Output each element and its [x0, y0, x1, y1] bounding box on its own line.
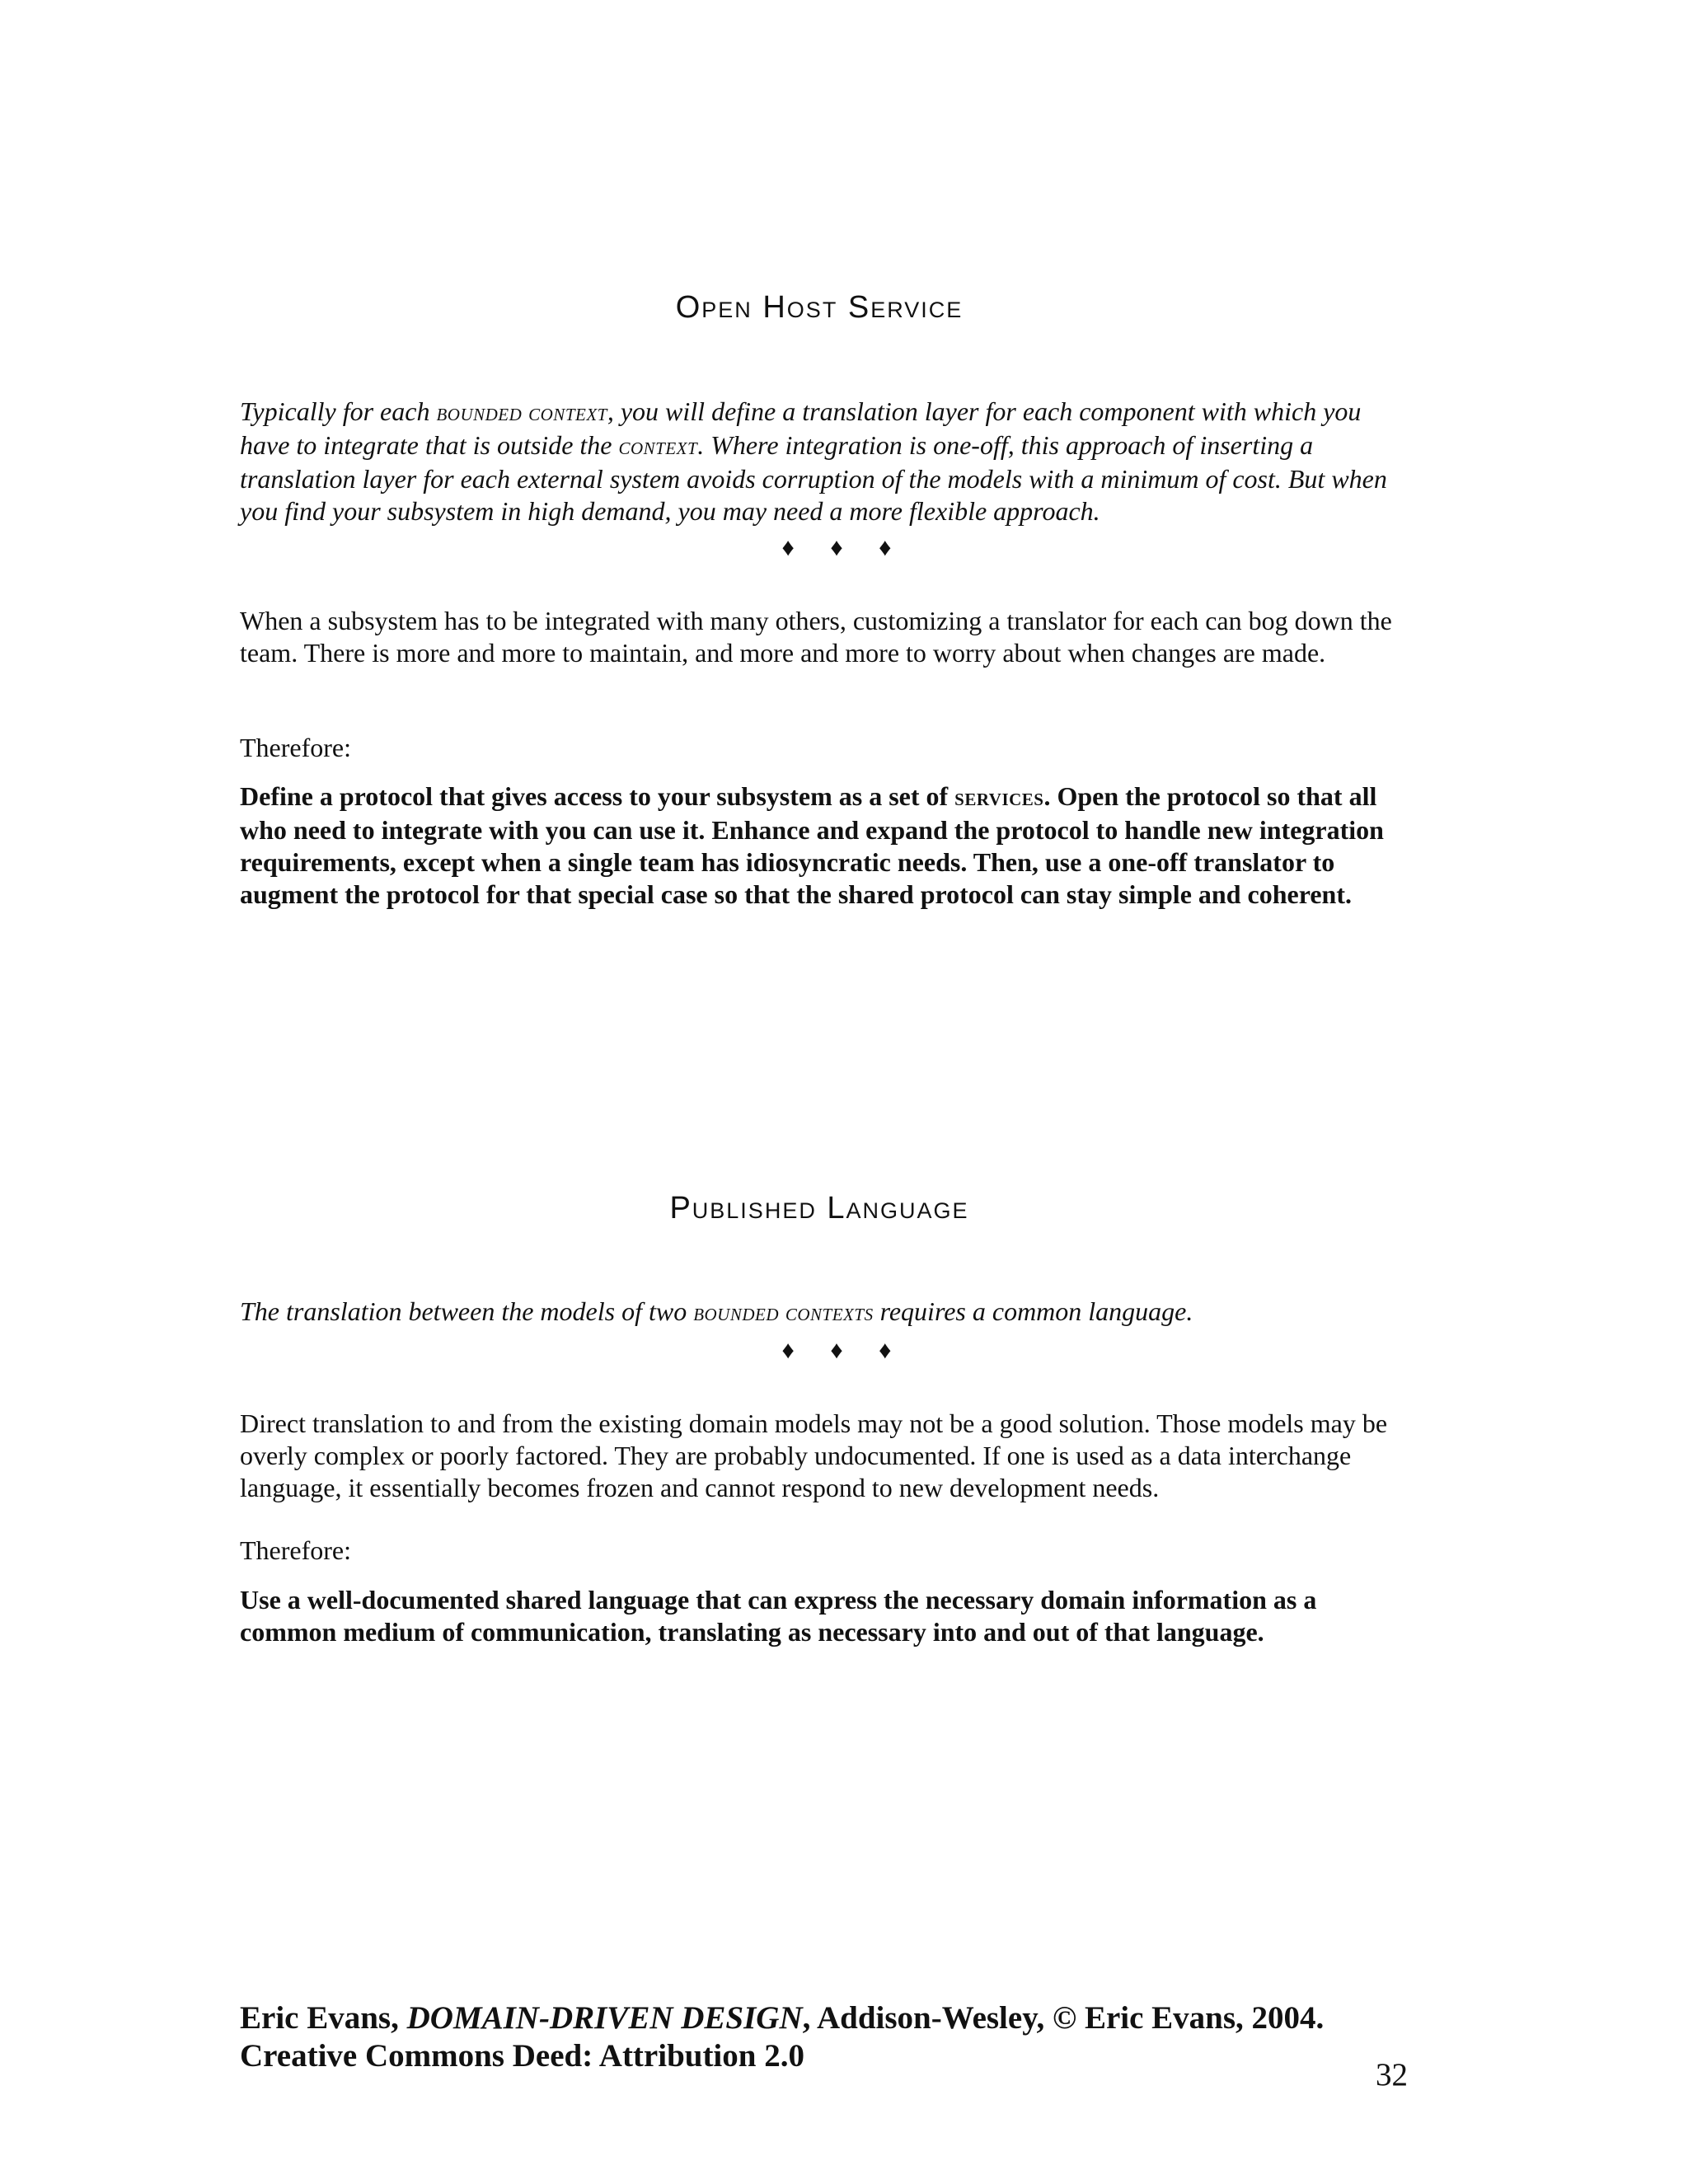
footer-author: Eric Evans, — [240, 2000, 407, 2036]
section2-intro-text-1: The translation between the models of two — [240, 1296, 694, 1326]
section1-solution-text-2: . Open the protocol so that all who need to integrate with you can use it. Enhance and expand the protocol to handle new integration requirements, except when a single team has idiosyncratic needs. Then, use a one-off translator to augment the protocol for that special case so that the shared protocol can stay simple and coherent. — [240, 781, 1384, 909]
section1-therefore-label: Therefore: — [240, 733, 352, 762]
section-heading-published-language: Published Language — [669, 1191, 969, 1226]
footer-book-title: DOMAIN-DRIVEN DESIGN — [406, 2000, 803, 2036]
section1-intro-term-bounded-context: bounded context — [436, 400, 607, 426]
section2-intro-term-bounded-contexts: bounded contexts — [693, 1300, 874, 1326]
section1-intro-text-1: Typically for each — [240, 396, 437, 426]
section1-separator-diamonds: ♦ ♦ ♦ — [781, 534, 907, 561]
footer-publisher-copyright: , Addison-Wesley, © Eric Evans, 2004. — [802, 2000, 1325, 2036]
section1-intro-paragraph — [240, 396, 1404, 527]
footer-license-line: Creative Commons Deed: Attribution 2.0 — [240, 2038, 804, 2074]
section1-problem-paragraph: When a subsystem has to be integrated with many others, customizing a translator for each can bog down the team. There is more and more to maintain, and more and more to worry about when changes are made. — [240, 606, 1392, 668]
section1-solution-paragraph — [240, 780, 1404, 911]
section2-separator-diamonds: ♦ ♦ ♦ — [781, 1337, 907, 1364]
section1-intro-text-3: . Where integration is one-off, this approach of inserting a translation layer for each external system avoids corruption of the models with a minimum of cost. But when you find your subsystem in high demand, you may need a more flexible approach. — [240, 430, 1387, 526]
section1-intro-text-2: , you will define a translation layer for each component with which you have to integrate that is outside the — [240, 396, 1362, 460]
section2-problem-paragraph: Direct translation to and from the existing domain models may not be a good solution. Those models may be overly complex or poorly factored. They are probably undocumented. If one is used as a data interchange language, it essentially becomes frozen and cannot respond to new development needs. — [240, 1408, 1388, 1502]
section-heading-open-host-service: Open Host Service — [675, 290, 964, 325]
section2-intro-text-2: requires a common language. — [873, 1296, 1193, 1326]
page-footer — [240, 1999, 1404, 2075]
section1-intro-term-context: context — [618, 434, 698, 460]
section1-solution-text-1: Define a protocol that gives access to your subsystem as a set of — [240, 781, 955, 811]
section2-therefore-label: Therefore: — [240, 1535, 352, 1565]
footer-citation-line — [240, 1999, 1404, 2037]
page-number: 32 — [1376, 2057, 1408, 2093]
section2-solution-paragraph: Use a well-documented shared language that can express the necessary domain information as a common medium of communication, translating as necessary into and out of that language. — [240, 1585, 1317, 1647]
section2-intro-paragraph — [240, 1296, 1404, 1329]
section1-solution-term-services: services — [954, 785, 1044, 811]
